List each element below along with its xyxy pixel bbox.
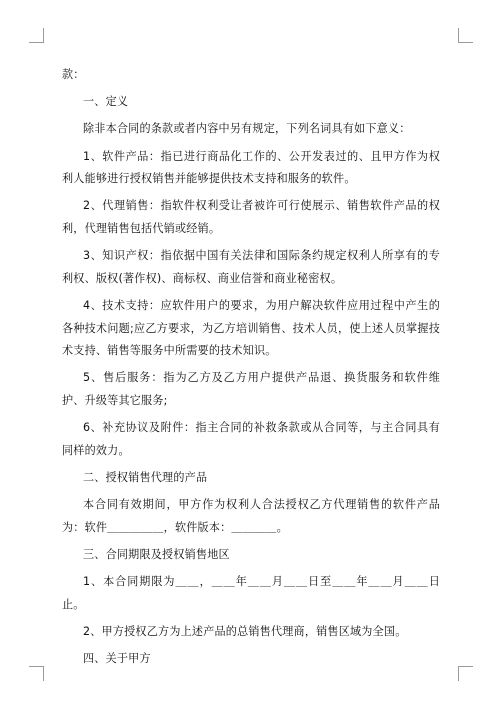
paragraph-sales-region: 2、甲方授权乙方为上述产品的总销售代理商，销售区域为全国。 <box>83 624 407 638</box>
crop-mark-bottom-right <box>458 666 473 681</box>
document-body <box>62 64 440 675</box>
section-heading-authorized-products: 二、授权销售代理的产品 <box>83 470 208 484</box>
definition-intellectual-property: 3、知识产权：指依据中国有关法律和国际条约规定权利人所享有的专利权、版权(著作权)、商标权、商业信誉和商业秘密权。 <box>62 249 440 285</box>
paragraph-contract-term: 1、本合同期限为＿＿，＿＿年＿＿月＿＿日至＿＿年＿＿月＿＿日止。 <box>62 575 440 611</box>
definition-agency-sales: 2、代理销售：指软件权利受让者被许可行使展示、销售软件产品的权利，代理销售包括代销或经销。 <box>62 199 440 235</box>
section-heading-term-and-region: 三、合同期限及授权销售地区 <box>83 547 230 561</box>
definition-supplementary-agreement: 6、补充协议及附件：指主合同的补救条款或从合同等，与主合同具有同样的效力。 <box>62 421 440 457</box>
paragraph-definitions-intro: 除非本合同的条款或者内容中另有规定，下列名词具有如下意义： <box>83 122 411 136</box>
crop-mark-bottom-left <box>29 666 44 681</box>
definition-technical-support: 4、技术支持：应软件用户的要求，为用户解决软件应用过程中产生的各种技术问题;应乙方要求，为乙方培训销售、技术人员，使上述人员掌握技术支持、销售等服务中所需要的技术知识。 <box>62 298 440 358</box>
definition-after-sales-service: 5、售后服务：指为乙方及乙方用户提供产品退、换货服务和软件维护、升级等其它服务; <box>62 371 440 407</box>
definition-software-product: 1、软件产品：指已进行商品化工作的、公开发表过的、且甲方作为权利人能够进行授权销售并能够提供技术支持和服务的软件。 <box>62 149 440 186</box>
paragraph-authorized-products: 本合同有效期间，甲方作为权利人合法授权乙方代理销售的软件产品为：软件＿＿＿＿＿，软件版本：＿＿＿＿。 <box>62 498 440 534</box>
section-heading-definitions: 一、定义 <box>83 95 129 109</box>
crop-mark-top-right <box>458 28 473 43</box>
paragraph-continuation: 款： <box>62 68 85 81</box>
section-heading-party-a: 四、关于甲方 <box>83 651 151 665</box>
crop-mark-top-left <box>29 28 44 43</box>
